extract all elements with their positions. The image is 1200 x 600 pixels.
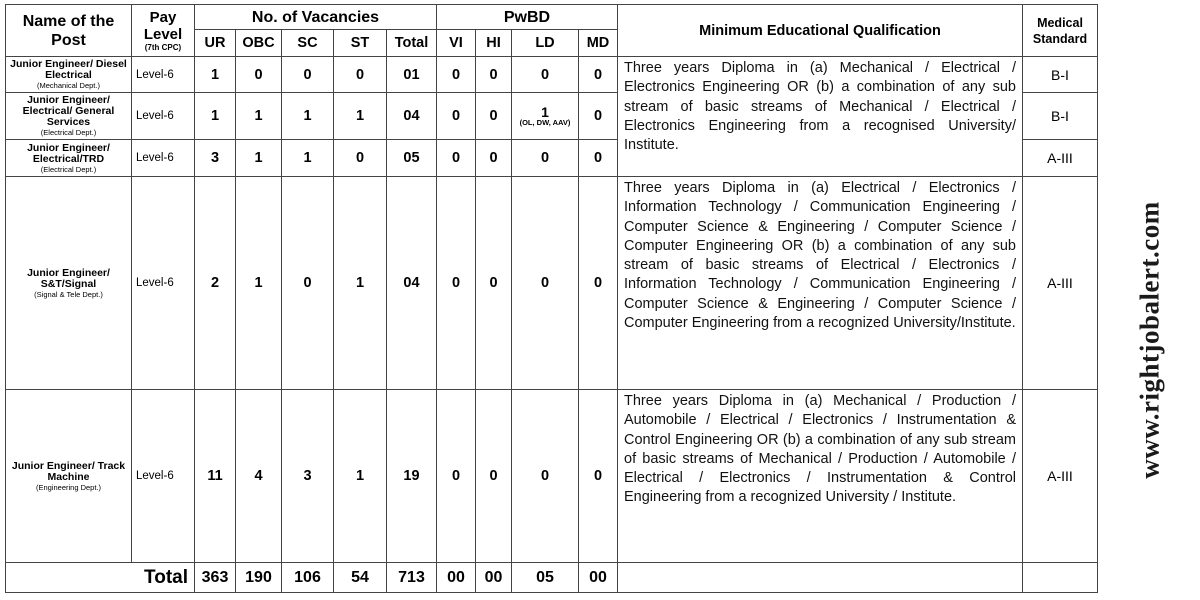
post-cell [6, 390, 132, 563]
obc-value: 1 [236, 93, 282, 140]
total-md: 00 [579, 563, 618, 593]
md-value: 0 [579, 93, 618, 140]
ld-note: (OL, DW, AAV) [519, 118, 571, 127]
total-total: 713 [387, 563, 437, 593]
vi-value: 0 [437, 177, 476, 390]
total-vi: 00 [437, 563, 476, 593]
vacancy-table [5, 4, 1098, 593]
total-ld: 05 [512, 563, 579, 593]
hi-value: 0 [476, 177, 512, 390]
st-value: 0 [334, 140, 387, 177]
hi-value: 0 [476, 390, 512, 563]
sc-value: 0 [282, 177, 334, 390]
st-value: 0 [334, 57, 387, 93]
vi-value: 0 [437, 93, 476, 140]
total-hi: 00 [476, 563, 512, 593]
qualification-text-body: Three years Diploma in (a) Electrical / Electronics / Information Technology / Communication Engineering / Computer Science & Engineering / Computer Science / Computer Engineering OR (b) a combination of any sub stream of basic streams of Electrical / Electronics / Information Technology / Communication Engineering / Computer Science & Engineering / Computer Science / Computer Engineering from a recognized University/Institute. [624, 180, 1016, 332]
header-ur: UR [195, 30, 236, 57]
total-value: 01 [387, 57, 437, 93]
ur-value: 1 [195, 93, 236, 140]
md-value: 0 [579, 140, 618, 177]
medical-standard: B-I [1023, 57, 1098, 93]
medical-standard: B-I [1023, 93, 1098, 140]
post-name: Junior Engineer/ Electrical/TRD [27, 141, 110, 165]
ur-value: 11 [195, 390, 236, 563]
header-qualification: Minimum Educational Qualification [618, 5, 1023, 57]
ld-value: 0 [512, 390, 579, 563]
pay-level: Level-6 [132, 177, 195, 390]
post-name: Junior Engineer/ Diesel Electrical [10, 58, 127, 81]
qualification-text [618, 390, 1023, 563]
totals-medical-empty [1023, 563, 1098, 593]
header-post: Name of the Post [6, 5, 132, 57]
post-cell [6, 177, 132, 390]
total-st: 54 [334, 563, 387, 593]
post-name: Junior Engineer/ Track Machine [11, 459, 126, 483]
qualification-text-body: Three years Diploma in (a) Mechanical / Electrical / Electronics Engineering OR (b) a combination of any sub stream of basic streams of Mechanical / Electrical / Electronics Engineering from a recognised University/ Institute. [624, 60, 1016, 154]
total-value: 04 [387, 93, 437, 140]
post-dept: (Mechanical Dept.) [37, 81, 100, 90]
totals-label: Total [6, 563, 195, 593]
table-row [6, 390, 1098, 563]
header-pwbd: PwBD [437, 5, 618, 30]
header-hi: HI [476, 30, 512, 57]
header-medical: Medical Standard [1023, 5, 1098, 57]
post-name: Junior Engineer/ Electrical/ General Services [22, 94, 115, 128]
obc-value: 0 [236, 57, 282, 93]
hi-value: 0 [476, 57, 512, 93]
post-dept: (Electrical Dept.) [40, 128, 97, 137]
header-st: ST [334, 30, 387, 57]
ur-value: 1 [195, 57, 236, 93]
vi-value: 0 [437, 140, 476, 177]
medical-standard: A-III [1023, 390, 1098, 563]
pay-level: Level-6 [132, 57, 195, 93]
header-md: MD [579, 30, 618, 57]
post-dept: (Engineering Dept.) [35, 482, 102, 492]
post-name: Junior Engineer/ S&T/Signal [27, 266, 110, 290]
md-value: 0 [579, 57, 618, 93]
md-value: 0 [579, 390, 618, 563]
watermark [1120, 180, 1180, 500]
table-row [6, 57, 1098, 93]
total-value: 04 [387, 177, 437, 390]
ur-value: 2 [195, 177, 236, 390]
watermark-text: www.rightjobalert.com [1134, 201, 1165, 479]
qualification-text-body: Three years Diploma in (a) Mechanical / Production / Automobile / Electrical / Electronics / Instrumentation & Control Engineering OR (b) a combination of any sub stream of basic streams of Mechanical / Production / Automobile / Electrical / Electronics / Instrumentation & Control Engineering from a recognized University / Institute. [624, 393, 1016, 506]
hi-value: 0 [476, 140, 512, 177]
ur-value: 3 [195, 140, 236, 177]
totals-row [6, 563, 1098, 593]
sc-value: 1 [282, 93, 334, 140]
pay-level: Level-6 [132, 390, 195, 563]
post-cell [6, 93, 132, 140]
sc-value: 1 [282, 140, 334, 177]
st-value: 1 [334, 93, 387, 140]
post-cell [6, 140, 132, 177]
header-vi: VI [437, 30, 476, 57]
total-ur: 363 [195, 563, 236, 593]
header-pay-level-label: Pay Level [143, 9, 183, 43]
medical-standard: A-III [1023, 140, 1098, 177]
obc-value: 4 [236, 390, 282, 563]
total-value: 19 [387, 390, 437, 563]
ld-value: 0 [512, 177, 579, 390]
st-value: 1 [334, 177, 387, 390]
total-value: 05 [387, 140, 437, 177]
header-sc: SC [282, 30, 334, 57]
vi-value: 0 [437, 390, 476, 563]
obc-value: 1 [236, 177, 282, 390]
qualification-text [618, 57, 1023, 177]
md-value: 0 [579, 177, 618, 390]
obc-value: 1 [236, 140, 282, 177]
hi-value: 0 [476, 93, 512, 140]
total-obc: 190 [236, 563, 282, 593]
qualification-text [618, 177, 1023, 390]
totals-qualification-empty [618, 563, 1023, 593]
total-sc: 106 [282, 563, 334, 593]
pay-level: Level-6 [132, 140, 195, 177]
post-cell [6, 57, 132, 93]
pay-level: Level-6 [132, 93, 195, 140]
post-dept: (Electrical Dept.) [40, 164, 97, 174]
vi-value: 0 [437, 57, 476, 93]
ld-cell [512, 93, 579, 140]
st-value: 1 [334, 390, 387, 563]
ld-value: 0 [512, 57, 579, 93]
header-total: Total [387, 30, 437, 57]
header-vacancies: No. of Vacancies [195, 5, 437, 30]
header-ld: LD [512, 30, 579, 57]
table-row [6, 177, 1098, 390]
ld-value: 1 [541, 104, 549, 120]
ld-value: 0 [512, 140, 579, 177]
sc-value: 3 [282, 390, 334, 563]
sc-value: 0 [282, 57, 334, 93]
header-pay-cpc: (7th CPC) [144, 43, 182, 52]
header-pay-level [132, 5, 195, 57]
medical-standard: A-III [1023, 177, 1098, 390]
header-obc: OBC [236, 30, 282, 57]
post-dept: (Signal & Tele Dept.) [34, 289, 103, 299]
